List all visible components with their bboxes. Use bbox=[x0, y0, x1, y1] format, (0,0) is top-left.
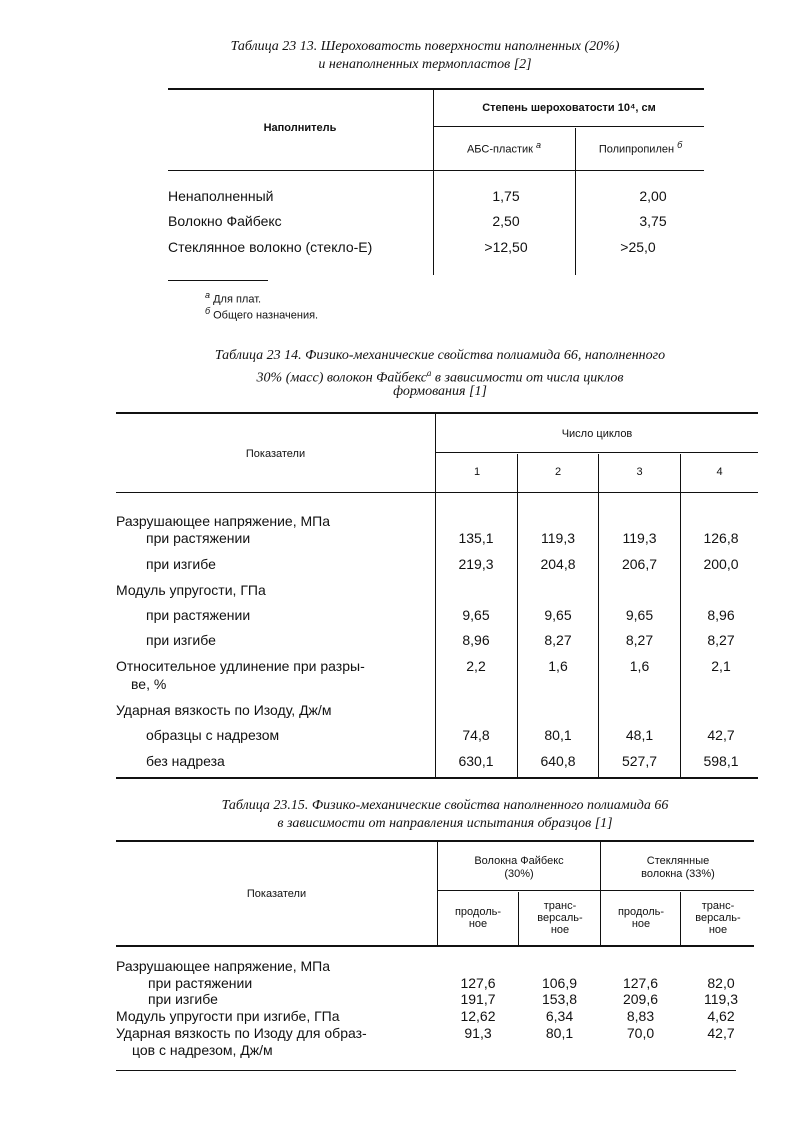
table-14-top-rule bbox=[116, 412, 758, 414]
footnote-b-mark: б bbox=[205, 306, 211, 316]
table-14-header-rule bbox=[116, 492, 758, 493]
table-13-group-rule bbox=[433, 126, 704, 127]
table-15-col-divider-4 bbox=[680, 892, 681, 945]
cell-value: 127,6 bbox=[622, 975, 659, 991]
sub-trans-line1: транс- bbox=[701, 900, 735, 912]
sub-trans-line2: версаль- bbox=[537, 912, 583, 924]
cell-value: 42,7 bbox=[707, 727, 735, 743]
row-label: при изгибе bbox=[146, 556, 216, 572]
cell-value: 527,7 bbox=[621, 753, 658, 769]
cell-value: 206,7 bbox=[621, 556, 658, 572]
cell-value: 70,0 bbox=[626, 1025, 655, 1041]
row-label: при растяжении bbox=[146, 607, 251, 623]
table-13-header-rule bbox=[168, 170, 704, 171]
footnote-b-text: Общего назначения. bbox=[213, 309, 319, 322]
table-14-header-cycle-3: 3 bbox=[636, 466, 643, 478]
table-15-caption-line2: в зависимости от направления испытания образцов [1] bbox=[277, 816, 613, 831]
cell-value: 119,3 bbox=[704, 991, 738, 1007]
cell-value: 204,8 bbox=[540, 556, 576, 572]
cell-value: 598,1 bbox=[703, 753, 739, 769]
cell-value: >25,0 bbox=[620, 239, 656, 255]
cell-value: 48,1 bbox=[625, 727, 654, 743]
cell-value: 74,8 bbox=[462, 727, 490, 743]
table-15-header-group1 bbox=[439, 855, 599, 881]
cell-value: 42,7 bbox=[707, 1025, 735, 1041]
cell-value: 640,8 bbox=[540, 753, 576, 769]
table-15-col-divider-3 bbox=[600, 842, 601, 945]
table-13-header-pp bbox=[577, 140, 704, 156]
sub-trans-line3: ное bbox=[550, 924, 570, 936]
table-13-top-rule bbox=[168, 88, 704, 90]
sub-long-line1: продоль- bbox=[617, 906, 665, 918]
table-15-top-rule bbox=[116, 840, 754, 842]
cell-value: 4,62 bbox=[707, 1008, 735, 1024]
row-label: Ударная вязкость по Изоду для образ- bbox=[116, 1025, 367, 1041]
row-label: Модуль упругости, ГПа bbox=[116, 582, 266, 598]
table-15-caption-line1: Таблица 23.15. Физико-механические свойства наполненного полиамида 66 bbox=[221, 798, 669, 813]
cell-value: 106,9 bbox=[541, 975, 578, 991]
cell-value: 9,65 bbox=[462, 607, 490, 623]
row-label: Разрушающее напряжение, МПа bbox=[116, 513, 330, 529]
row-label: ве, % bbox=[131, 676, 167, 692]
cell-value: 153,8 bbox=[541, 991, 578, 1007]
cell-value: 2,1 bbox=[711, 658, 731, 674]
table-15-col-divider-1 bbox=[437, 842, 438, 945]
cell-value: 2,00 bbox=[639, 188, 667, 204]
cell-value: 12,62 bbox=[460, 1008, 496, 1024]
cell-value: 219,3 bbox=[458, 556, 494, 572]
row-label: без надреза bbox=[146, 753, 225, 769]
cell-value: 8,27 bbox=[544, 632, 572, 648]
table-15-header-trans-1 bbox=[520, 900, 600, 936]
cell-value: 6,34 bbox=[545, 1008, 574, 1024]
cell-value: 209,6 bbox=[622, 991, 659, 1007]
table-13-header-abs-mark: а bbox=[536, 140, 542, 150]
cell-value: 127,6 bbox=[460, 975, 496, 991]
cell-value: 1,75 bbox=[492, 188, 520, 204]
cell-value: 191,7 bbox=[460, 991, 496, 1007]
table-15-group-rule bbox=[437, 890, 754, 891]
cell-value: 3,75 bbox=[639, 213, 667, 229]
cell-value: 8,27 bbox=[625, 632, 654, 648]
table-13-col-divider-1 bbox=[433, 90, 434, 275]
table-15-col-divider-2 bbox=[518, 892, 519, 945]
cell-value: 80,1 bbox=[544, 727, 572, 743]
table-15-header-rule bbox=[116, 945, 754, 947]
table-14-caption-line1: Таблица 23 14. Физико-механические свойства полиамида 66, наполненного bbox=[214, 348, 666, 363]
row-label: Волокно Файбекс bbox=[168, 213, 282, 229]
row-label: при растяжении bbox=[146, 530, 251, 546]
table-13-caption-line1: Таблица 23 13. Шероховатость поверхности наполненных (20%) bbox=[230, 39, 620, 54]
cell-value: 8,96 bbox=[462, 632, 490, 648]
cell-value: 91,3 bbox=[464, 1025, 492, 1041]
table-13-header-pp-label: Полипропилен bbox=[598, 143, 675, 156]
table-14-header-cycle-4: 4 bbox=[716, 466, 723, 478]
table-14-header-param: Показатели bbox=[245, 448, 306, 460]
row-label: при изгибе bbox=[146, 632, 216, 648]
caption-text-b: в зависимости от числа циклов bbox=[434, 370, 624, 386]
row-label: при изгибе bbox=[148, 991, 218, 1007]
row-label: Разрушающее напряжение, МПа bbox=[116, 958, 330, 974]
sub-long-line1: продоль- bbox=[454, 906, 502, 918]
cell-value: 119,3 bbox=[541, 530, 575, 546]
table-13-header-group: Степень шероховатости 10⁴, см bbox=[482, 102, 656, 114]
cell-value: 119,3 bbox=[622, 530, 657, 546]
cell-value: 8,96 bbox=[707, 607, 735, 623]
sub-trans-line2: версаль- bbox=[695, 912, 741, 924]
cell-value: 200,0 bbox=[703, 556, 739, 572]
sub-trans-line3: ное bbox=[708, 924, 728, 936]
table-14-bottom-rule bbox=[116, 777, 758, 779]
cell-value: 2,2 bbox=[466, 658, 486, 674]
table-15-header-trans-2 bbox=[682, 900, 754, 936]
table-13-header-abs bbox=[435, 140, 573, 156]
table-15-header-long-2 bbox=[602, 906, 680, 930]
row-label: образцы с надрезом bbox=[146, 727, 280, 743]
footnote-a-mark: а bbox=[205, 290, 211, 300]
table-13-header-abs-label: АБС-пластик bbox=[466, 143, 533, 156]
table-13-footnote-a bbox=[205, 290, 261, 306]
table-14-caption-line3: формования [1] bbox=[393, 384, 487, 399]
sub-trans-line1: транс- bbox=[543, 900, 577, 912]
sub-long-line2: ное bbox=[631, 918, 651, 930]
caption-mark: а bbox=[426, 368, 432, 378]
group2-line2: волокна (33%) bbox=[641, 868, 715, 880]
table-14-header-cycle-2: 2 bbox=[554, 466, 562, 478]
table-15-header-long-1 bbox=[439, 906, 517, 930]
table-15-header-param: Показатели bbox=[246, 888, 307, 900]
table-13-footnote-rule bbox=[168, 280, 268, 281]
cell-value: 135,1 bbox=[458, 530, 494, 546]
table-13-header-pp-mark: б bbox=[677, 140, 683, 150]
cell-value: 1,6 bbox=[548, 658, 568, 674]
row-label: Относительное удлинение при разры- bbox=[116, 658, 365, 674]
footnote-a-text: Для плат. bbox=[213, 293, 262, 306]
cell-value: 8,27 bbox=[707, 632, 735, 648]
cell-value: >12,50 bbox=[484, 239, 528, 255]
table-13-footnote-b bbox=[205, 306, 318, 322]
table-13-caption-line2: и ненаполненных термопластов [2] bbox=[318, 57, 532, 72]
row-label: Модуль упругости при изгибе, ГПа bbox=[116, 1008, 340, 1024]
cell-value: 9,65 bbox=[544, 607, 572, 623]
cell-value: 80,1 bbox=[545, 1025, 574, 1041]
row-label: при растяжении bbox=[148, 975, 253, 991]
cell-value: 9,65 bbox=[625, 607, 654, 623]
cell-value: 2,50 bbox=[492, 213, 520, 229]
table-13-header-filler: Наполнитель bbox=[263, 122, 337, 134]
table-14-header-group: Число циклов bbox=[561, 428, 633, 440]
cell-value: 126,8 bbox=[703, 530, 739, 546]
row-label: Ударная вязкость по Изоду, Дж/м bbox=[116, 702, 332, 718]
table-15-bottom-rule bbox=[116, 1070, 736, 1071]
table-14-header-cycle-1: 1 bbox=[473, 466, 481, 478]
cell-value: 1,6 bbox=[629, 658, 650, 674]
table-14-col-divider-1 bbox=[435, 414, 436, 777]
group1-line2: (30%) bbox=[504, 868, 534, 880]
row-label: Стеклянное волокно (стекло-Е) bbox=[168, 239, 373, 255]
group2-line1: Стеклянные bbox=[646, 855, 710, 867]
cell-value: 8,83 bbox=[626, 1008, 655, 1024]
row-label: цов с надрезом, Дж/м bbox=[132, 1042, 273, 1058]
row-label: Ненаполненный bbox=[168, 188, 274, 204]
cell-value: 630,1 bbox=[458, 753, 494, 769]
table-14-group-rule bbox=[435, 452, 758, 453]
cell-value: 82,0 bbox=[707, 975, 735, 991]
table-15-header-group2 bbox=[602, 855, 754, 881]
sub-long-line2: ное bbox=[468, 918, 488, 930]
group1-line1: Волокна Файбекс bbox=[474, 855, 564, 867]
caption-text-a: 30% (масс) волокон Файбекс bbox=[256, 370, 427, 386]
table-13-col-divider-2 bbox=[575, 128, 576, 275]
